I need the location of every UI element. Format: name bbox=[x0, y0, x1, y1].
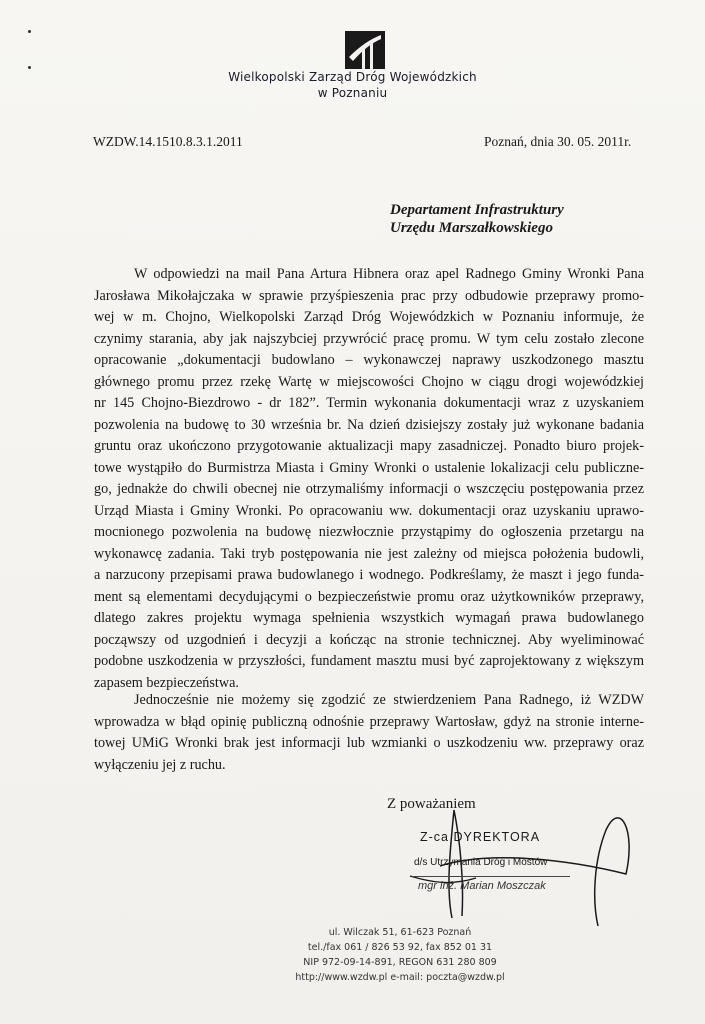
scan-mark bbox=[28, 30, 31, 33]
recipient-line-2: Urzędu Marszałkowskiego bbox=[390, 220, 553, 236]
body-line: podobne uszkodzenia w przyszłości, fundament masztu musi być zaprojektowany z większym bbox=[94, 653, 644, 669]
footer-phone: tel./fax 061 / 826 53 92, fax 852 01 31 bbox=[307, 942, 493, 953]
signer-department: d/s Utrzymania Dróg i Mostów bbox=[414, 857, 548, 868]
org-city: w Poznaniu bbox=[317, 86, 388, 100]
closing-phrase: Z poważaniem bbox=[387, 796, 476, 812]
org-name: Wielkopolski Zarząd Dróg Wojewódzkich bbox=[228, 70, 477, 84]
body-line: opracowanie „dokumentacji budowlano – wykonawczej naprawy uszkodzonego masztu bbox=[94, 352, 644, 368]
body-paragraph-1 bbox=[94, 264, 644, 694]
body-line: głównego promu przez rzekę Wartę w miejscowości Chojno w ciągu drogi wojewódzkiej bbox=[94, 373, 644, 390]
body-line: wprowadza w błąd opinię publiczną odnośnie przeprawy Wartosław, gdyż na stronie interne- bbox=[94, 713, 644, 730]
place-date: Poznań, dnia 30. 05. 2011r. bbox=[484, 134, 632, 149]
body-line: gruntu oraz ukończono przygotowanie aktualizacji mapy zasadniczej. Ponadto biuro projek- bbox=[94, 438, 644, 454]
body-line: a narzucony przepisami prawa budowlanego i wodnego. Podkreślamy, że maszt i jego funda- bbox=[94, 567, 644, 583]
body-line: wykonawcę zadania. Taki tryb postępowania nie jest zależny od miejsca położenia budowli, bbox=[94, 545, 644, 562]
body-line: go, jednakże do chwili obecnej nie otrzymaliśmy informacji o wszczęciu postępowania przez bbox=[94, 481, 644, 497]
body-line: zapasem bezpieczeństwa. bbox=[94, 674, 239, 691]
body-line: towe wystąpiło do Burmistrza Miasta i Gminy Wronki o ustalenie lokalizacji celu publiczne- bbox=[94, 459, 644, 476]
body-line: towej UMiG Wronki brak jest informacji lub wzmianki o uszkodzeniu ww. przeprawy oraz bbox=[94, 735, 644, 751]
body-line: mocnionego pozwolenia na budowę niezwłocznie przystąpimy do ogłoszenia przetargu na bbox=[94, 524, 644, 540]
body-line: Urząd Miasta i Gminy Wronki. Po opracowaniu ww. dokumentacji oraz uzyskaniu uprawo- bbox=[94, 502, 644, 519]
body-line: ment są elementami decydującymi o bezpieczeństwie promu oraz użytkowników przeprawy, bbox=[94, 588, 644, 605]
recipient-line-1: Departament Infrastruktury bbox=[390, 202, 564, 218]
signature-line bbox=[412, 876, 570, 877]
signer-name: mgr inż. Marian Moszczak bbox=[418, 880, 546, 892]
body-line: wyłączeniu jej z ruchu. bbox=[94, 756, 226, 773]
footer-tax-ids: NIP 972-09-14-891, REGON 631 280 809 bbox=[303, 957, 497, 968]
body-line: czynimy starania, aby jak najszybciej przywrócić pracę promu. W tym celu zostało zlecone bbox=[94, 330, 644, 347]
body-line: dlatego zakres projektu wymaga spełnienia wszystkich wymagań prawa budowlanego bbox=[94, 610, 644, 626]
body-line: Jarosława Mikołajczaka w sprawie przyśpieszenia prac przy odbudowie przeprawy promo- bbox=[94, 287, 644, 304]
body-line: Jednocześnie nie możemy się zgodzić ze stwierdzeniem Pana Radnego, iż WZDW bbox=[134, 692, 644, 708]
footer-address: ul. Wilczak 51, 61-623 Poznań bbox=[328, 927, 472, 938]
body-line: począwszy od uzgodnień i decyzji a kończąc na stronie technicznej. Aby wyeliminować bbox=[94, 631, 644, 648]
body-line: W odpowiedzi na mail Pana Artura Hibnera oraz apel Radnego Gminy Wronki Pana bbox=[134, 266, 644, 282]
scan-mark bbox=[28, 66, 31, 69]
reference-number: WZDW.14.1510.8.3.1.2011 bbox=[93, 134, 243, 149]
body-line: wej w m. Chojno, Wielkopolski Zarząd Dróg Wojewódzkich w Poznaniu informuje, że bbox=[94, 309, 644, 325]
signer-title: Z-ca DYREKTORA bbox=[420, 830, 541, 844]
wzdw-bridge-logo bbox=[345, 31, 385, 69]
body-line: pozwolenia na budowę to 30 września br. Na dzień dzisiejszy zostały już wykonane badania bbox=[94, 416, 644, 433]
body-line: nr 145 Chojno-Biezdrowo - dr 182”. Termin wykonania dokumentacji wraz z uzyskaniem bbox=[94, 395, 644, 411]
body-paragraph-2 bbox=[94, 690, 644, 776]
footer-web-email: http://www.wzdw.pl e-mail: poczta@wzdw.pl bbox=[295, 972, 505, 983]
